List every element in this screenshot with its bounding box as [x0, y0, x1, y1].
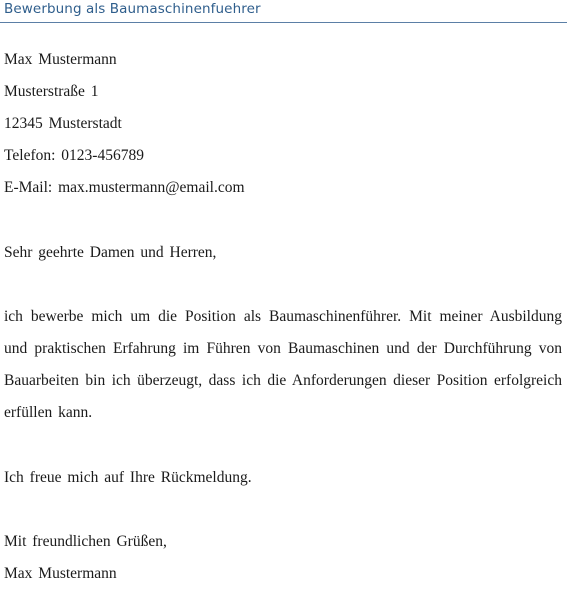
sender-name: Max Mustermann [4, 51, 117, 68]
sender-street: Musterstraße 1 [4, 83, 99, 100]
letter-body-paragraph [4, 301, 562, 429]
body-line: und praktischen Erfahrung im Führen von Baumaschinen und der Durchführung von [4, 340, 562, 357]
body-line: Bauarbeiten bin ich überzeugt, dass ich die Anforderungen dieser Position erfolgreich [4, 372, 562, 389]
closing-phrase: Mit freundlichen Grüßen, [4, 533, 167, 550]
closing-note: Ich freue mich auf Ihre Rückmeldung. [4, 469, 252, 486]
body-line: ich bewerbe mich um die Position als Baumaschinenführer. Mit meiner Ausbildung [4, 308, 562, 325]
sender-email: E-Mail: max.mustermann@email.com [4, 179, 245, 196]
sender-city: 12345 Musterstadt [4, 115, 122, 132]
closing-note-block [4, 462, 562, 494]
body-line: erfüllen kann. [4, 404, 93, 421]
sender-phone: Telefon: 0123-456789 [4, 147, 144, 164]
signature-name: Max Mustermann [4, 565, 117, 582]
document-header [0, 0, 567, 23]
document-title: Bewerbung als Baumaschinenfuehrer [4, 1, 261, 17]
sender-address-block [4, 44, 562, 204]
salutation-block [4, 237, 562, 269]
signoff-block [4, 526, 562, 590]
salutation: Sehr geehrte Damen und Herren, [4, 244, 217, 261]
